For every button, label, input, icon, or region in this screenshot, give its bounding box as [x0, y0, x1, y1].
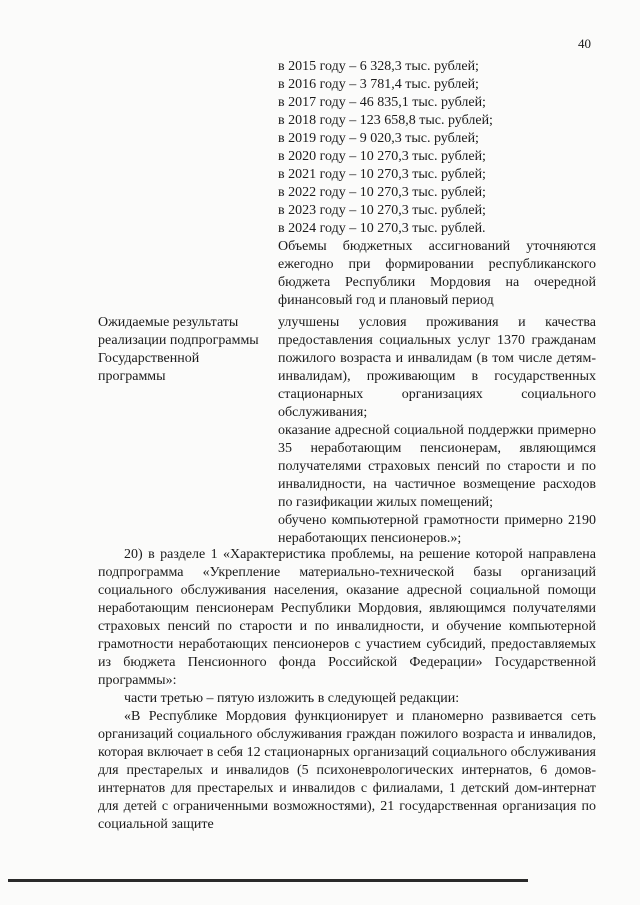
- budget-line-2024: в 2024 году – 10 270,3 тыс. рублей.: [278, 221, 486, 236]
- page-number: 40: [578, 36, 591, 51]
- instruction-paragraph: части третью – пятую изложить в следующей редакции:: [124, 691, 460, 706]
- results-row-label: Ожидаемые результаты реализации подпрограммы Государственной программы: [98, 315, 259, 384]
- budget-line-2016: в 2016 году – 3 781,4 тыс. рублей;: [278, 77, 479, 92]
- main-text: [98, 546, 596, 834]
- paragraph-20: 20) в разделе 1 «Характеристика проблемы, на решение которой направлена подпрограмма «Укрепление материально-технической базы организаций социального обслуживания населения, оказание адресной социальной помощи неработающим пенсионерам Республики Мордовия, являющимся получателями страховых пенсий по старости и по инвалидности, и обучение компьютерной грамотности неработающих пенсионеров с участием субсидий, предоставляемых из бюджета Пенсионного фонда Российской Федерации» Государственной программы»:: [98, 547, 596, 688]
- budget-line-2015: в 2015 году – 6 328,3 тыс. рублей;: [278, 59, 479, 74]
- budget-line-2023: в 2023 году – 10 270,3 тыс. рублей;: [278, 203, 486, 218]
- quoted-paragraph: «В Республике Мордовия функционирует и планомерно развивается сеть организаций социального обслуживания граждан пожилого возраста и инвалидов, которая включает в себя 12 стационарных организаций социального обслуживания для престарелых и инвалидов (5 психоневрологических интернатов, 6 домов-интернатов для престарелых и инвалидов с филиалами, 1 детский дом-интернат для детей с ограниченными возможностями), 21 государственная организация по социальной защите: [98, 709, 596, 832]
- budget-line-2020: в 2020 году – 10 270,3 тыс. рублей;: [278, 149, 486, 164]
- budget-line-2021: в 2021 году – 10 270,3 тыс. рублей;: [278, 167, 486, 182]
- budget-line-2019: в 2019 году – 9 020,3 тыс. рублей;: [278, 131, 479, 146]
- budget-line-2018: в 2018 году – 123 658,8 тыс. рублей;: [278, 113, 493, 128]
- results-row-content: [278, 314, 596, 548]
- result-item-computer-literacy: обучено компьютерной грамотности примерно 2190 неработающих пенсионеров.»;: [278, 513, 596, 546]
- budget-allocation-block: [278, 58, 596, 310]
- budget-line-2017: в 2017 году – 46 835,1 тыс. рублей;: [278, 95, 486, 110]
- result-item-living-conditions: улучшены условия проживания и качества предоставления социальных услуг 1370 гражданам пожилого возраста и инвалидам (в том числе детям-инвалидам), проживающим в государственных стационарных организациях социального обслуживания;: [278, 315, 596, 420]
- result-item-gasification-support: оказание адресной социальной поддержки примерно 35 неработающим пенсионерам, являющимся получателями страховых пенсий по старости и по инвалидности, на частичное возмещение расходов по газификации жилых помещений;: [278, 423, 596, 510]
- budget-note: Объемы бюджетных ассигнований уточняются ежегодно при формировании республиканского бюджета Республики Мордовия на очередной финансовый год и плановый период: [278, 239, 596, 308]
- budget-line-2022: в 2022 году – 10 270,3 тыс. рублей;: [278, 185, 486, 200]
- scan-bottom-rule: [8, 879, 528, 882]
